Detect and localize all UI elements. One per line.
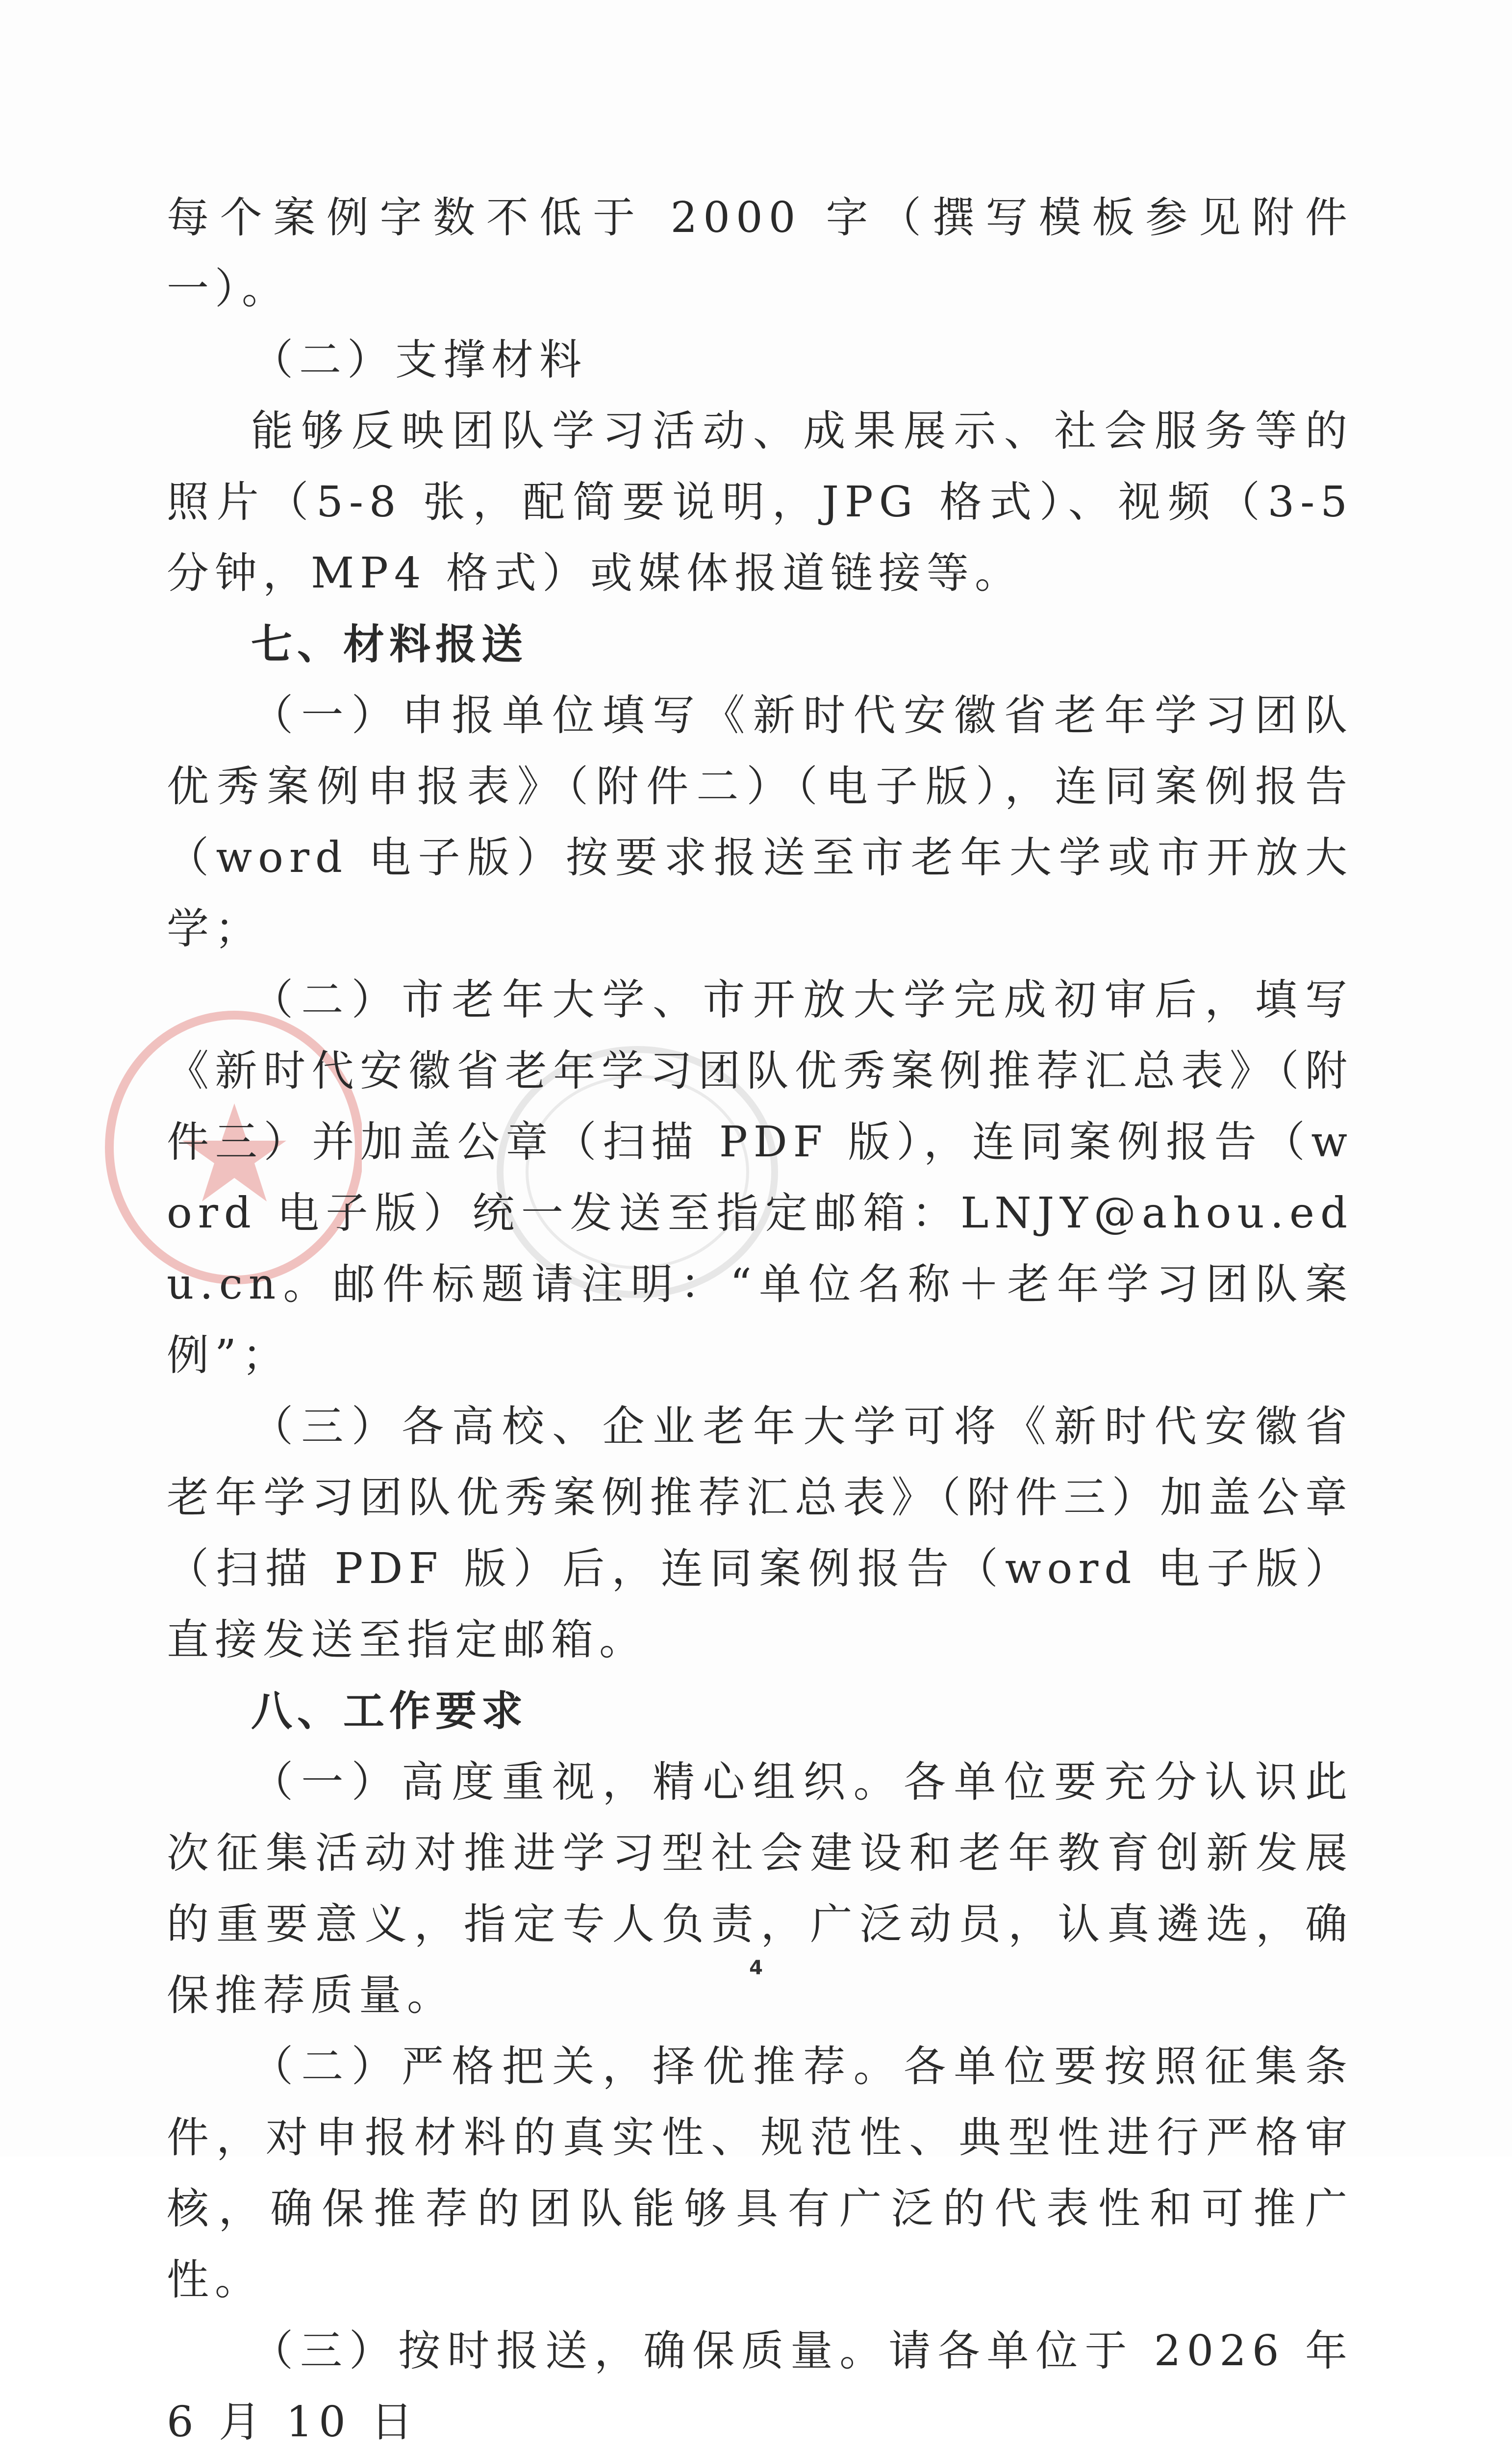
body-paragraph: （二）支撑材料 — [251, 335, 587, 384]
section-heading: 八、工作要求 — [251, 1687, 528, 1735]
body-paragraph: （一）高度重视，精心组织。各单位要充分认识此次征集活动对推进学习型社会建设和老年教育创新发展的重要意义，指定专人负责，广泛动员，认真遴选，确保推荐质量。 — [167, 1758, 1353, 2020]
body-paragraph: 能够反映团队学习活动、成果展示、社会服务等的照片（5-8 张，配简要说明，JPG 格式）、视频（3-5 分钟，MP4 格式）或媒体报道链接等。 — [167, 407, 1353, 598]
body-paragraph: （一）申报单位填写《新时代安徽省老年学习团队优秀案例申报表》（附件二）（电子版），连同案例报告（word 电子版）按要求报送至市老年大学或市开放大学； — [167, 691, 1353, 953]
body-paragraph: （三）按时报送，确保质量。请各单位于 2026 年 6 月 10 日 — [167, 2326, 1353, 2447]
body-paragraph: （二）市老年大学、市开放大学完成初审后，填写《新时代安徽省老年学习团队优秀案例推荐汇总表》（附件三）并加盖公章（扫描 PDF 版），连同案例报告（word 电子版）统一发送至指定邮箱：LNJY@ahou.edu.cn。邮件标题请注明：“单位名称＋老年学习团队案例”； — [167, 975, 1353, 1380]
section-heading: 七、材料报送 — [251, 620, 528, 668]
body-paragraph: （二）严格把关，择优推荐。各单位要按照征集条件，对申报材料的真实性、规范性、典型性进行严格审核，确保推荐的团队能够具有广泛的代表性和可推广性。 — [167, 2042, 1353, 2304]
body-paragraph: 每个案例字数不低于 2000 字（撰写模板参见附件一）。 — [167, 193, 1353, 313]
page-number: 4 — [749, 1957, 763, 1979]
body-paragraph: （三）各高校、企业老年大学可将《新时代安徽省老年学习团队优秀案例推荐汇总表》（附件三）加盖公章（扫描 PDF 版）后，连同案例报告（word 电子版）直接发送至指定邮箱。 — [167, 1402, 1353, 1664]
document-body — [167, 182, 1353, 2452]
